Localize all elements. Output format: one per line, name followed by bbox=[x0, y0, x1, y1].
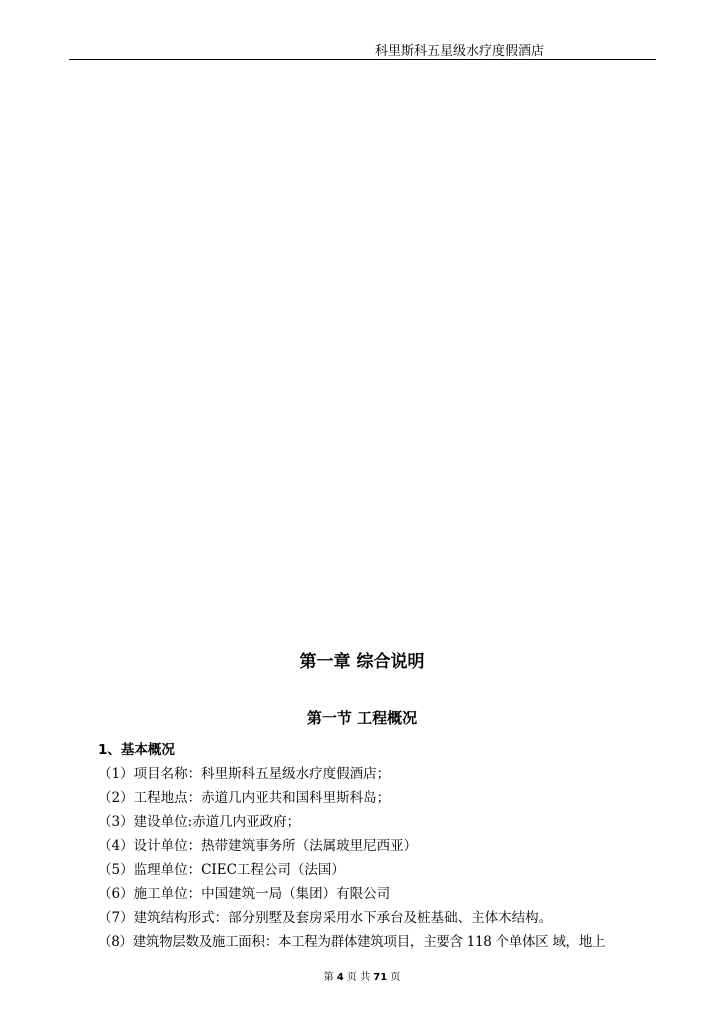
chapter-title: 第一章 综合说明 bbox=[299, 652, 425, 672]
list-item-floors-area: （8）建筑物层数及施工面积：本工程为群体建筑项目，主要含 118 个单体区 域，地上 bbox=[98, 934, 606, 950]
page-number-prefix: 第 bbox=[323, 972, 334, 983]
basic-overview-heading: 1、基本概况 bbox=[98, 742, 175, 758]
list-item-location: （2）工程地点：赤道几内亚共和国科里斯科岛； bbox=[98, 790, 391, 806]
current-page-number: 4 bbox=[336, 972, 344, 983]
section-title: 第一节 工程概况 bbox=[306, 709, 418, 727]
page-header bbox=[69, 38, 656, 60]
page-number-mid: 页 共 bbox=[346, 972, 371, 983]
total-pages-number: 71 bbox=[373, 972, 388, 983]
list-item-contractor: （6）施工单位：中国建筑一局（集团）有限公司 bbox=[98, 886, 391, 902]
basic-overview-list bbox=[98, 762, 658, 954]
page-footer bbox=[0, 968, 724, 983]
page-number-suffix: 页 bbox=[390, 972, 401, 983]
list-item-project-name: （1）项目名称：科里斯科五星级水疗度假酒店； bbox=[98, 766, 391, 782]
list-item-supervisor: （5）监理单位：CIEC工程公司（法国） bbox=[98, 862, 345, 878]
list-item-owner: （3）建设单位:赤道几内亚政府； bbox=[98, 814, 301, 830]
list-item-structure: （7）建筑结构形式：部分别墅及套房采用水下承台及桩基础、主体木结构。 bbox=[98, 910, 553, 926]
header-title: 科里斯科五星级水疗度假酒店 bbox=[374, 44, 544, 59]
list-item-designer: （4）设计单位：热带建筑事务所（法属玻里尼西亚） bbox=[98, 838, 418, 854]
